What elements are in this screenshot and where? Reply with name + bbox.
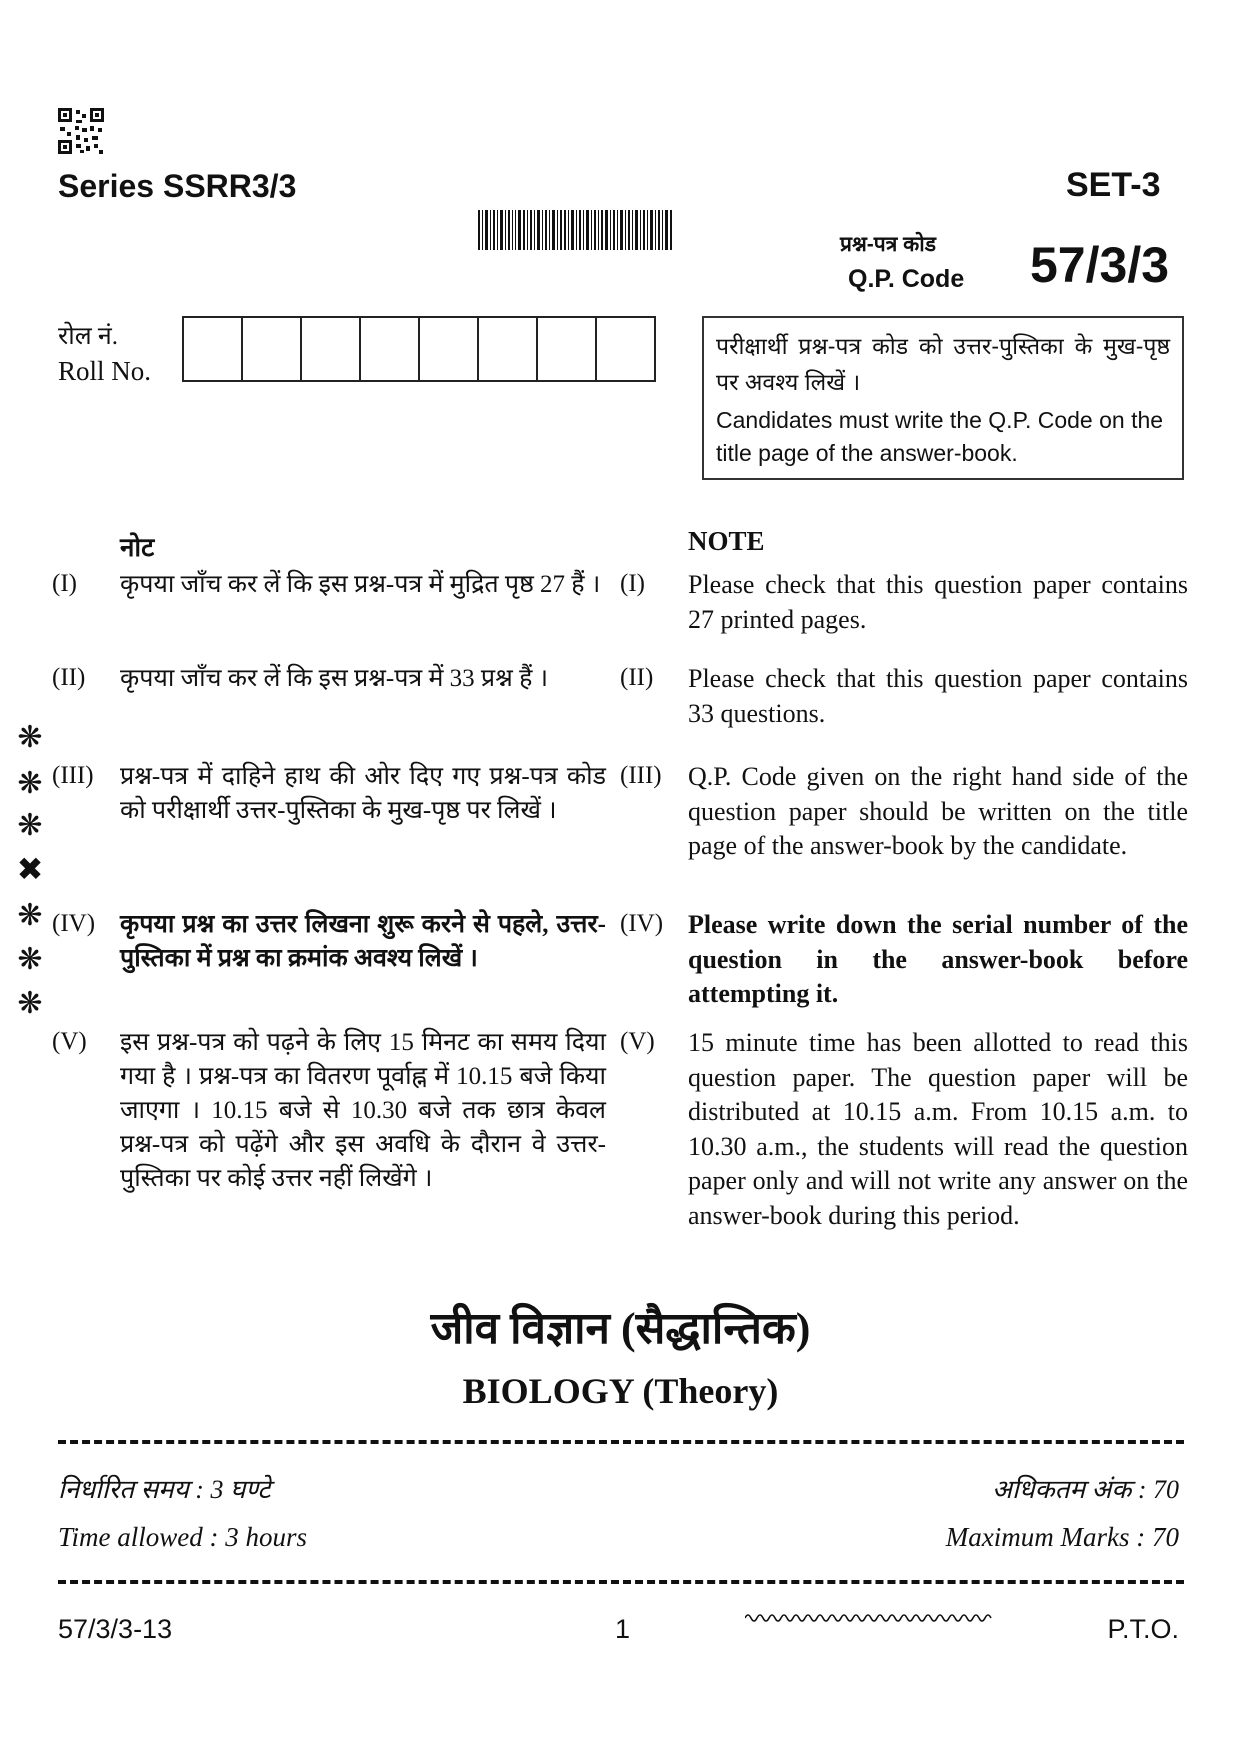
item-number-hindi: (II) bbox=[52, 664, 86, 691]
barcode-icon bbox=[478, 210, 674, 250]
roll-digit-box[interactable] bbox=[479, 318, 538, 380]
roll-digit-box[interactable] bbox=[538, 318, 597, 380]
asterisk-mark-icon: ❋ bbox=[17, 899, 43, 932]
notice-english: Candidates must write the Q.P. Code on the title page of the answer-book. bbox=[716, 407, 1164, 466]
note-item-english: 15 minute time has been allotted to read this question paper. The question paper will be distributed at 10.15 a.m. From 10.15 a.m. to 10.30 a.m., the students will read the question paper only and will not write any answer on the answer-book during this period. bbox=[688, 1028, 1188, 1230]
max-marks: Maximum Marks : 70 bbox=[945, 1522, 1179, 1552]
item-number: (V) bbox=[620, 1028, 655, 1055]
roll-digit-box[interactable] bbox=[302, 318, 361, 380]
subject-title-hindi: जीव विज्ञान (सैद्धान्तिक) bbox=[430, 1304, 811, 1353]
series-label: Series SSRR3/3 bbox=[58, 168, 297, 204]
pto-label: P.T.O. bbox=[1107, 1614, 1179, 1644]
qp-code-label-hindi: प्रश्न-पत्र कोड bbox=[840, 233, 936, 256]
asterisk-mark-icon: ❋ bbox=[17, 987, 43, 1020]
note-item-english: Please check that this question paper contains 33 questions. bbox=[688, 664, 1188, 728]
item-number: (II) bbox=[620, 664, 654, 691]
roll-label: Roll No. bbox=[58, 356, 152, 386]
roll-digit-box[interactable] bbox=[597, 318, 654, 380]
roll-label-hindi: रोल नं. bbox=[58, 323, 119, 350]
roll-digit-box[interactable] bbox=[361, 318, 420, 380]
cross-mark-icon: ✖ bbox=[16, 851, 44, 887]
item-number: (IV) bbox=[620, 910, 664, 937]
note-item-english: Please check that this question paper contains 27 printed pages. bbox=[688, 570, 1188, 634]
note-item-hindi: कृपया जाँच कर लें कि इस प्रश्न-पत्र में 33 प्रश्न हैं । bbox=[120, 665, 549, 692]
note-item-hindi: प्रश्न-पत्र में दाहिने हाथ की ओर दिए गए प्रश्न-पत्र कोड को परीक्षार्थी उत्तर-पुस्तिका के मुख-पृष्ठ पर लिखें । bbox=[120, 763, 606, 824]
qp-code-label: Q.P. Code bbox=[848, 265, 965, 293]
time-allowed-hindi: निर्धारित समय : 3 घण्टे bbox=[58, 1475, 271, 1504]
asterisk-mark-icon: ❋ bbox=[17, 943, 43, 976]
item-number-hindi: (I) bbox=[52, 570, 77, 597]
note-item-hindi: इस प्रश्न-पत्र को पढ़ने के लिए 15 मिनट का समय दिया गया है । प्रश्न-पत्र का वितरण पूर्वाह्न में 10.15 बजे किया जाएगा । 10.15 बजे से 10.30 बजे तक छात्र केवल प्रश्न-पत्र को पढ़ेंगे और इस अवधि के दौरान वे उत्तर-पुस्तिका पर कोई उत्तर नहीं लिखेंगे । bbox=[120, 1029, 606, 1192]
wavy-line-icon bbox=[745, 1608, 995, 1628]
time-allowed: Time allowed : 3 hours bbox=[58, 1522, 308, 1552]
roll-digit-box[interactable] bbox=[420, 318, 479, 380]
note-item-hindi: कृपया प्रश्न का उत्तर लिखना शुरू करने से पहले, उत्तर-पुस्तिका में प्रश्न का क्रमांक अवश्य लिखें । bbox=[120, 911, 606, 972]
item-number: (I) bbox=[620, 570, 645, 597]
asterisk-mark-icon: ❋ bbox=[17, 809, 43, 842]
item-number: (III) bbox=[620, 762, 662, 789]
note-title: NOTE bbox=[688, 526, 765, 556]
item-number-hindi: (III) bbox=[52, 762, 94, 789]
page-number: 1 bbox=[615, 1614, 631, 1644]
set-label: SET-3 bbox=[1066, 166, 1161, 204]
item-number-hindi: (V) bbox=[52, 1028, 87, 1055]
note-item-english: Q.P. Code given on the right hand side of the question paper should be written on the title page of the answer-book by the candidate. bbox=[688, 762, 1188, 860]
note-title-hindi: नोट bbox=[120, 533, 155, 562]
asterisk-mark-icon: ❋ bbox=[17, 767, 43, 800]
dashed-divider bbox=[58, 1580, 1184, 1584]
asterisk-mark-icon: ❋ bbox=[17, 721, 43, 754]
notice-box bbox=[702, 316, 1184, 480]
roll-digit-box[interactable] bbox=[243, 318, 302, 380]
item-number-hindi: (IV) bbox=[52, 910, 96, 937]
qp-code: 57/3/3 bbox=[1030, 237, 1170, 293]
note-item-english: Please write down the serial number of the question in the answer-book before attempting it. bbox=[688, 910, 1188, 1008]
roll-number-boxes[interactable] bbox=[182, 316, 656, 382]
max-marks-hindi: अधिकतम अंक : 70 bbox=[992, 1475, 1179, 1504]
note-item-hindi: कृपया जाँच कर लें कि इस प्रश्न-पत्र में मुद्रित पृष्ठ 27 हैं । bbox=[120, 571, 601, 598]
footer-code: 57/3/3-13 bbox=[58, 1614, 173, 1644]
dashed-divider bbox=[58, 1440, 1184, 1444]
subject-title: BIOLOGY (Theory) bbox=[462, 1371, 779, 1411]
notice-hindi: परीक्षार्थी प्रश्न-पत्र कोड को उत्तर-पुस्तिका के मुख-पृष्ठ पर अवश्य लिखें । bbox=[716, 333, 1170, 395]
qr-code-icon bbox=[58, 108, 104, 154]
roll-digit-box[interactable] bbox=[184, 318, 243, 380]
